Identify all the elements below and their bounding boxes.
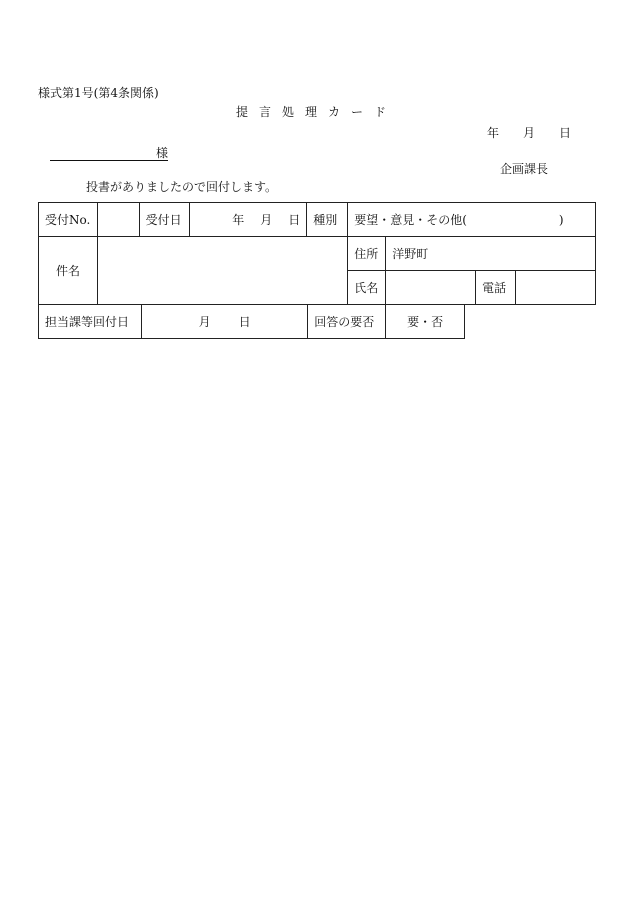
kind-close: ) xyxy=(558,213,564,227)
phone-label: 電話 xyxy=(476,271,516,305)
name-label: 氏名 xyxy=(348,271,386,305)
routing-table xyxy=(38,304,465,339)
reception-no-value xyxy=(97,203,139,237)
routing-date-label: 担当課等回付日 xyxy=(39,305,142,339)
reply-required-label: 回答の要否 xyxy=(308,305,386,339)
sender: 企画課長 xyxy=(500,162,549,176)
proposal-table xyxy=(38,202,596,305)
routing-day: 日 xyxy=(238,315,251,329)
recipient-suffix: 様 xyxy=(156,146,169,160)
reception-date-value xyxy=(189,203,307,237)
recipient-line xyxy=(50,142,168,161)
routing-month: 月 xyxy=(198,315,211,329)
reception-date-label: 受付日 xyxy=(139,203,189,237)
form-number: 様式第1号(第4条関係) xyxy=(38,86,159,100)
date-year: 年 xyxy=(487,126,500,140)
table-row xyxy=(39,203,596,237)
reception-no-label: 受付No. xyxy=(39,203,98,237)
name-value xyxy=(386,271,476,305)
date-day: 日 xyxy=(559,126,572,140)
issue-date xyxy=(487,124,571,141)
phone-value xyxy=(516,271,596,305)
reception-day: 日 xyxy=(288,213,301,227)
recipient-blank xyxy=(50,147,154,161)
subject-value xyxy=(97,237,347,305)
address-label: 住所 xyxy=(348,237,386,271)
date-month: 月 xyxy=(523,126,536,140)
address-value: 洋野町 xyxy=(386,237,596,271)
table-row xyxy=(39,305,465,339)
kind-options: 要望・意見・その他( xyxy=(354,213,467,227)
subject-label: 件名 xyxy=(39,237,98,305)
kind-label: 種別 xyxy=(307,203,348,237)
routing-message: 投書がありましたので回付します。 xyxy=(86,180,278,194)
reception-month: 月 xyxy=(260,213,273,227)
kind-value xyxy=(348,203,596,237)
document-title: 提言処理カード xyxy=(236,105,398,119)
table-row xyxy=(39,237,596,271)
reception-year: 年 xyxy=(232,213,245,227)
reply-required-value: 要・否 xyxy=(386,305,465,339)
routing-date-value xyxy=(141,305,307,339)
